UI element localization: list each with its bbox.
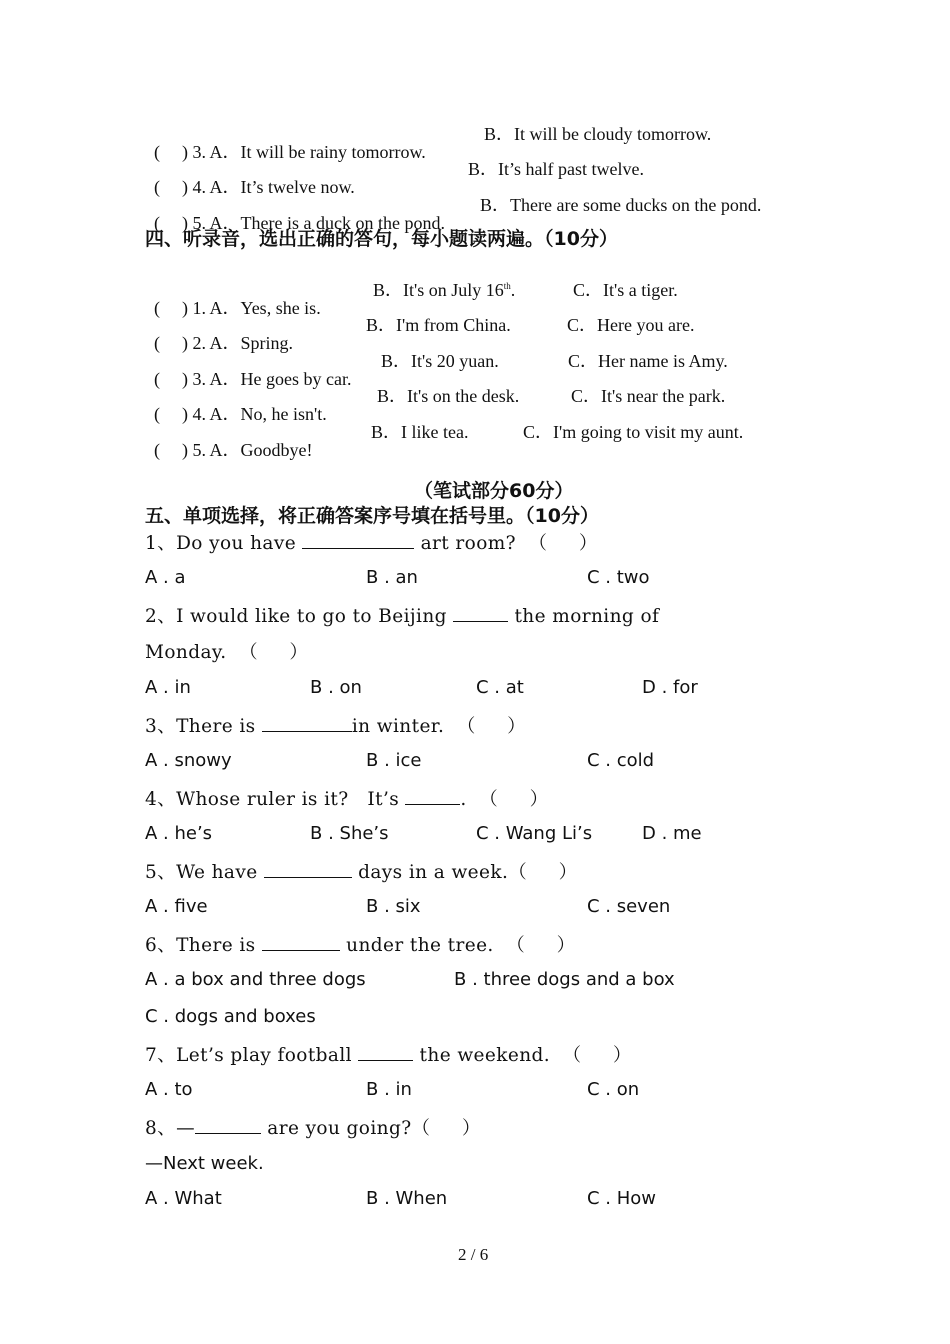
- q3-option-b: B . ice: [366, 750, 422, 771]
- sec4-item-1: ( ) 1. A．Yes, she is.: [154, 298, 321, 318]
- answer-bracket: (: [154, 177, 160, 197]
- q1-option-c: C . two: [587, 567, 650, 588]
- sec3-item-3-option-b: B．It will be cloudy tomorrow.: [484, 124, 712, 144]
- q2-option-d: D . for: [642, 677, 698, 698]
- sec3-item-3: ( ) 3. A．It will be rainy tomorrow.: [154, 142, 426, 162]
- sec4-item-2: ( ) 2. A．Spring.: [154, 333, 294, 353]
- question-1: 1、Do you have art room? （ ）: [145, 533, 598, 554]
- sec3-item-4-option-b: B．It’s half past twelve.: [468, 159, 644, 179]
- sec4-item-2-option-c: C．Here you are.: [567, 315, 695, 335]
- q2-option-a: A . in: [145, 677, 191, 698]
- answer-blank: [262, 717, 352, 732]
- question-6: 6、There is under the tree. （ ）: [145, 935, 576, 956]
- sec4-item-3: ( ) 3. A．He goes by car.: [154, 369, 352, 389]
- q7-option-c: C . on: [587, 1079, 640, 1100]
- q7-option-a: A . to: [145, 1079, 193, 1100]
- q8-option-b: B . When: [366, 1188, 448, 1209]
- sec4-item-4-option-b: B．It's on the desk.: [377, 386, 520, 406]
- q1-option-b: B . an: [366, 567, 418, 588]
- q6-option-b: B . three dogs and a box: [454, 969, 675, 990]
- sec4-item-5: ( ) 5. A．Goodbye!: [154, 440, 313, 460]
- q2-option-c: C . at: [476, 677, 524, 698]
- q2-option-b: B . on: [310, 677, 362, 698]
- sec4-item-5-option-b: B．I like tea.: [371, 422, 469, 442]
- answer-blank: [262, 936, 340, 951]
- q4-option-d: D . me: [642, 823, 702, 844]
- question-8: 8、— are you going?（ ）: [145, 1118, 481, 1139]
- answer-blank: [302, 534, 414, 549]
- answer-blank: [264, 863, 352, 878]
- question-8-answer: —Next week.: [145, 1153, 264, 1174]
- answer-blank: [195, 1119, 261, 1134]
- sec4-item-3-option-b: B．It's 20 yuan.: [381, 351, 499, 371]
- sec4-item-5-option-c: C．I'm going to visit my aunt.: [523, 422, 744, 442]
- question-2: 2、I would like to go to Beijing the morning of: [145, 606, 660, 627]
- q5-option-a: A . five: [145, 896, 208, 917]
- q7-option-b: B . in: [366, 1079, 412, 1100]
- sec4-item-3-option-c: C．Her name is Amy.: [568, 351, 728, 371]
- sec4-item-2-option-b: B．I'm from China.: [366, 315, 511, 335]
- sec3-item-5: ( ) 5. A．There is a duck on the pond.: [154, 213, 445, 233]
- answer-blank: [358, 1046, 413, 1061]
- q8-option-a: A . What: [145, 1188, 222, 1209]
- sec4-item-1-option-c: C．It's a tiger.: [573, 280, 678, 300]
- sec3-item-4: ( ) 4. A．It’s twelve now.: [154, 177, 355, 197]
- answer-blank: [405, 790, 460, 805]
- question-7: 7、Let’s play football the weekend. （ ）: [145, 1045, 632, 1066]
- q3-option-c: C . cold: [587, 750, 655, 771]
- sec4-item-1-option-b: B．It's on July 16th.: [373, 280, 516, 300]
- q1-option-a: A . a: [145, 567, 186, 588]
- q5-option-b: B . six: [366, 896, 421, 917]
- sec3-item-5-option-b: B．There are some ducks on the pond.: [480, 195, 762, 215]
- q8-option-c: C . How: [587, 1188, 657, 1209]
- q6-option-c: C . dogs and boxes: [145, 1006, 316, 1027]
- sec4-item-4: ( ) 4. A．No, he isn't.: [154, 404, 327, 424]
- question-2-continued: Monday. （ ）: [145, 642, 309, 663]
- written-part-title: （笔试部分60分）: [414, 480, 574, 502]
- section-5-title: 五、单项选择，将正确答案序号填在括号里。（10分）: [145, 505, 599, 527]
- answer-bracket: (: [154, 142, 160, 162]
- q6-option-a: A . a box and three dogs: [145, 969, 366, 990]
- section-4-title: 四、听录音，选出正确的答句，每小题读两遍。（10分）: [145, 228, 618, 250]
- sec4-item-4-option-c: C．It's near the park.: [571, 386, 726, 406]
- q4-option-b: B . She’s: [310, 823, 389, 844]
- answer-bracket: (: [154, 213, 160, 233]
- q4-option-a: A . he’s: [145, 823, 213, 844]
- page-number: 2 / 6: [458, 1245, 489, 1264]
- question-5: 5、We have days in a week.（ ）: [145, 862, 578, 883]
- question-4: 4、Whose ruler is it? It’s . （ ）: [145, 789, 549, 810]
- q3-option-a: A . snowy: [145, 750, 232, 771]
- answer-blank: [453, 607, 508, 622]
- question-3: 3、There is in winter. （ ）: [145, 716, 527, 737]
- q5-option-c: C . seven: [587, 896, 671, 917]
- q4-option-c: C . Wang Li’s: [476, 823, 593, 844]
